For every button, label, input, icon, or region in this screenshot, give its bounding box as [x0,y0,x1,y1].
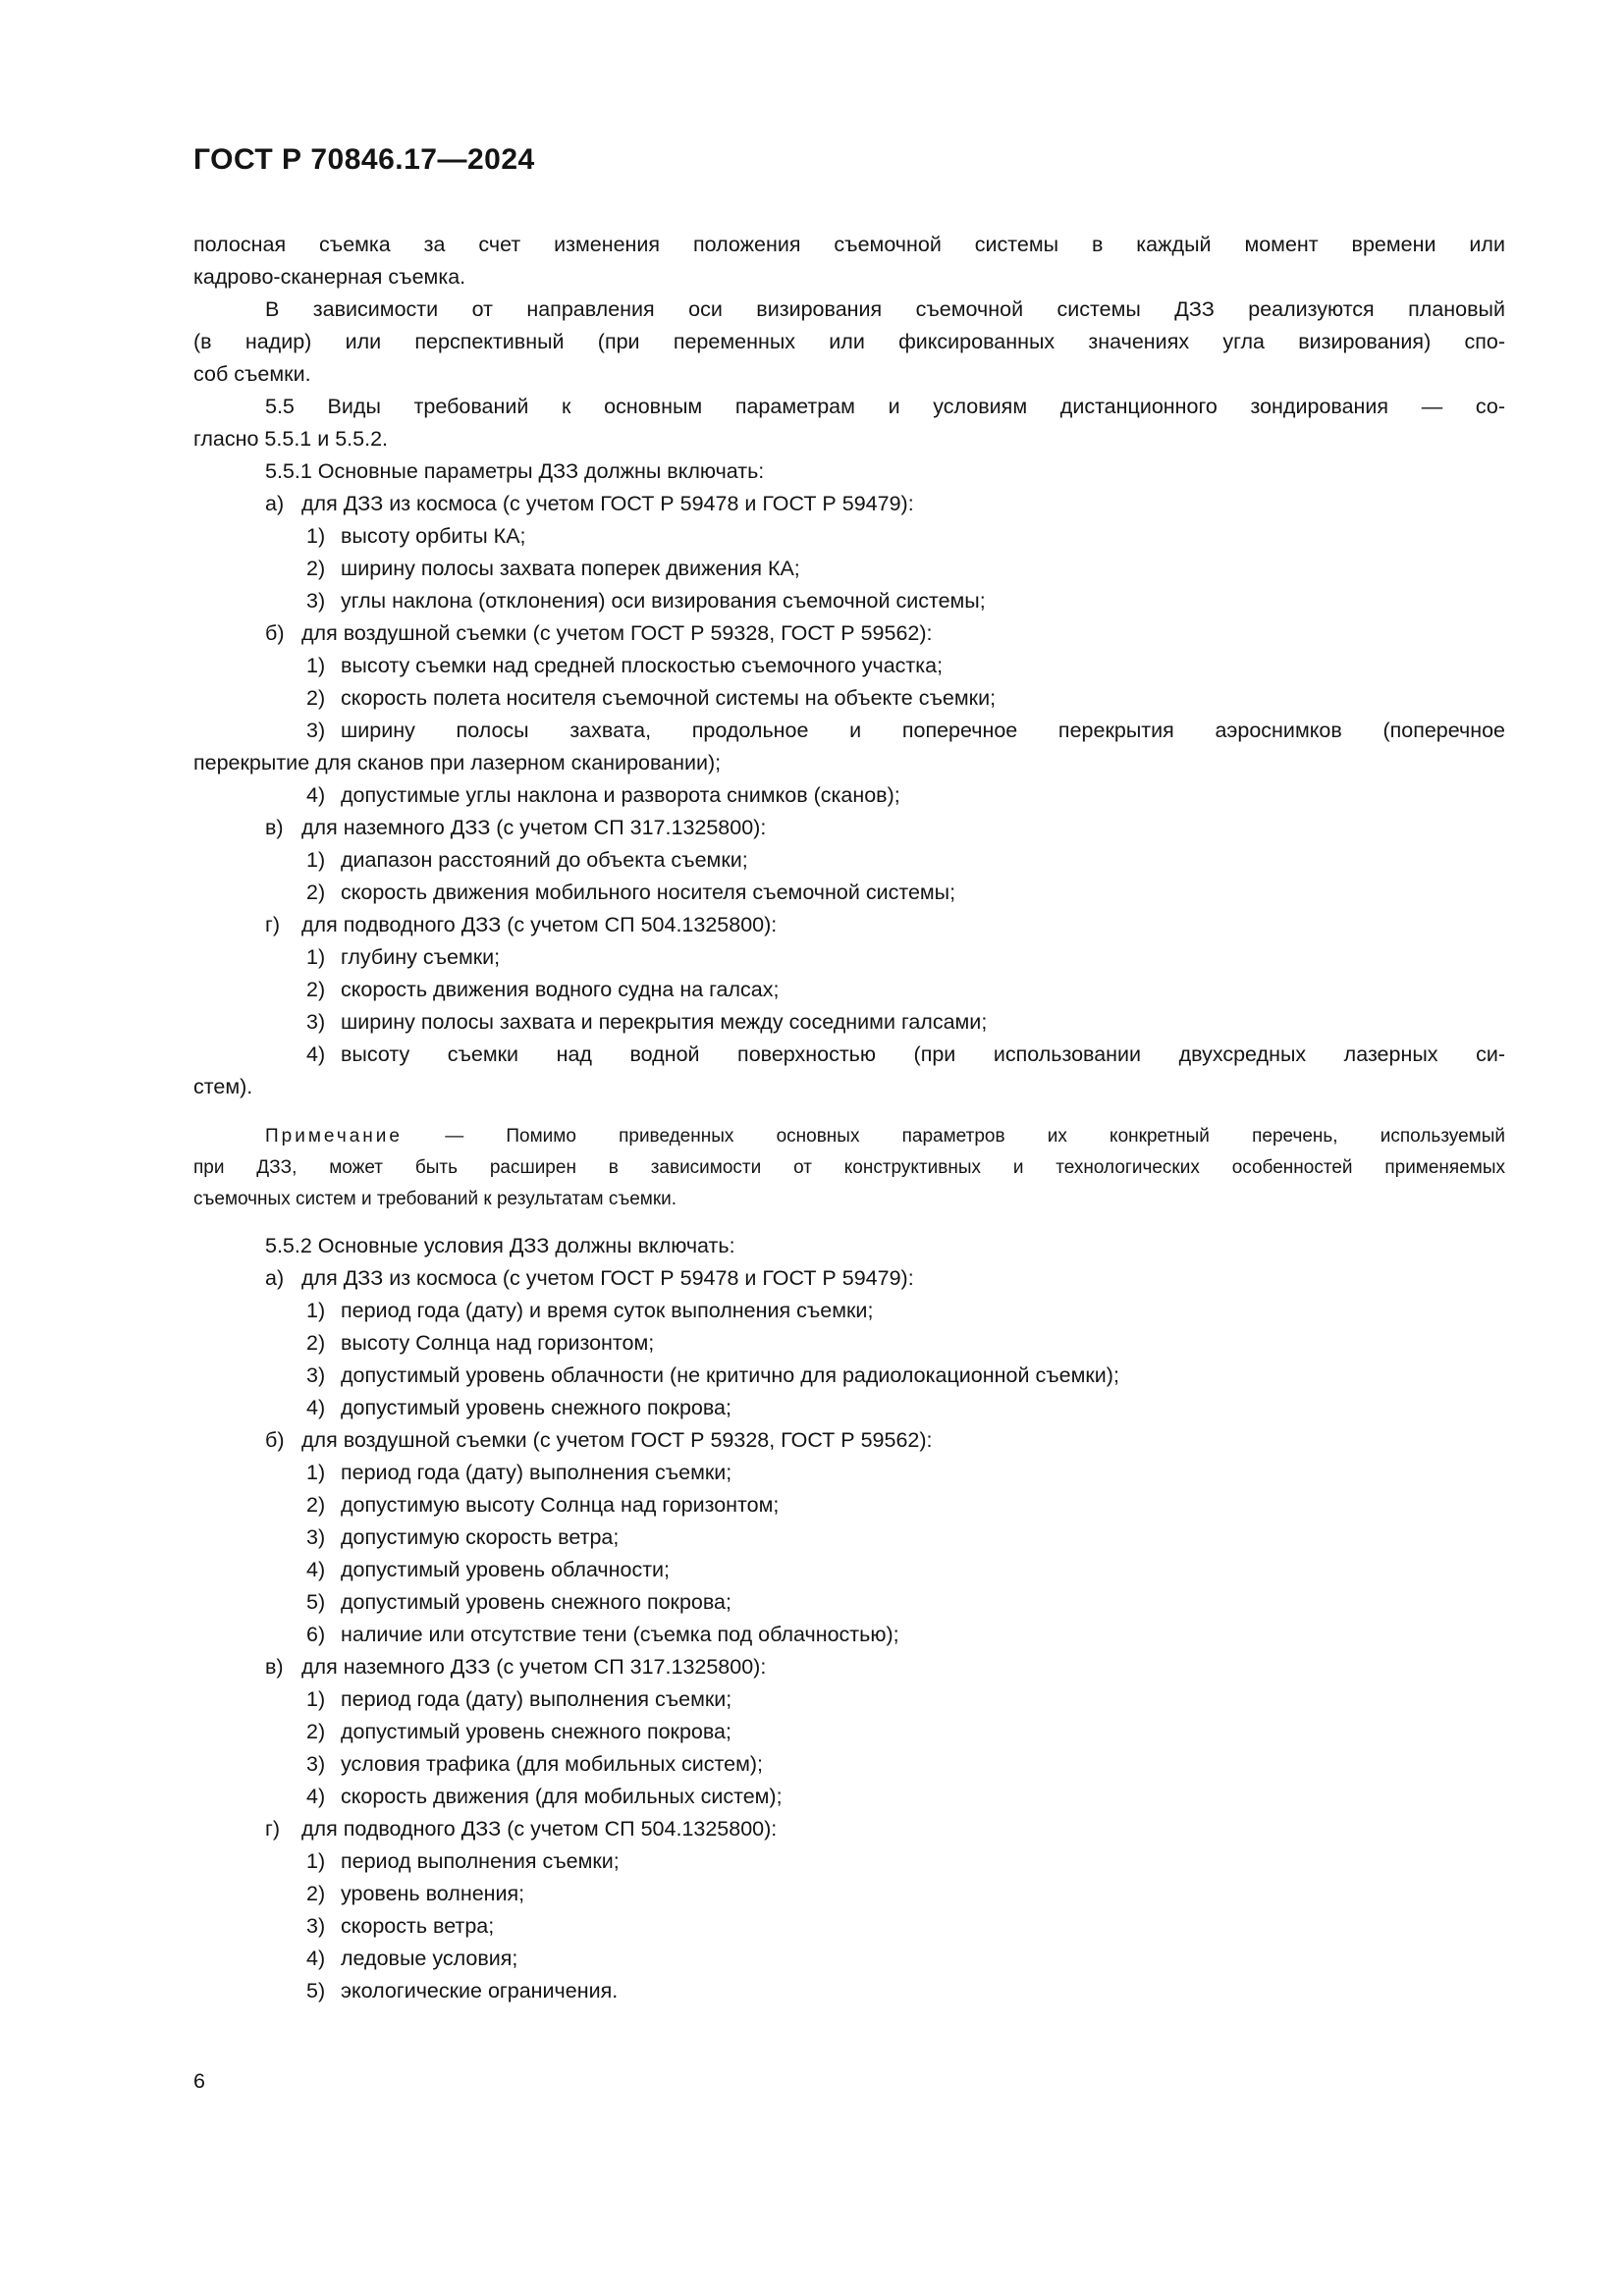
list-marker: 3) [306,1752,326,1776]
list-marker: 4) [306,1947,326,1970]
page-content [193,229,1505,2007]
list-item-text: период года (дату) и время суток выполнения съемки; [341,1299,874,1322]
list-item-text: период года (дату) выполнения съемки; [341,1687,732,1711]
list-marker: 1) [306,1687,326,1711]
text-line [193,909,1505,941]
list-item-text: для подводного ДЗЗ (с учетом СП 504.1325800): [301,913,778,936]
list-item-text: ширину полосы захвата, продольное и поперечное перекрытия аэроснимков (поперечное [341,719,1505,742]
list-marker: 5) [306,1979,326,2002]
text-line [193,682,1505,715]
list-marker: 3) [306,1363,326,1387]
text-line [193,585,1505,617]
list-marker: 1) [306,1461,326,1484]
text-line: полосная съемка за счет изменения положения съемочной системы в каждый момент времени или [193,233,1505,256]
text-line [193,1878,1505,1910]
list-marker: в) [265,816,284,839]
list-item-text: для ДЗЗ из космоса (с учетом ГОСТ Р 59478 и ГОСТ Р 59479): [301,492,914,515]
text-line [193,650,1505,682]
list-item-text: скорость полета носителя съемочной системы на объекте съемки; [341,686,997,710]
text-line: 5.5 Виды требований к основным параметрам и условиям дистанционного зондирования — со- [265,395,1505,418]
list-item-text: для наземного ДЗЗ (с учетом СП 317.1325800): [301,816,767,839]
list-item-text: диапазон расстояний до объекта съемки; [341,848,748,872]
text-line [193,1262,1505,1295]
text-line [193,553,1505,585]
list-marker: 2) [306,1882,326,1905]
text-line: В зависимости от направления оси визирования съемочной системы ДЗЗ реализуются плановый [265,297,1505,321]
list-marker: 2) [306,686,326,710]
list-marker: 3) [306,1010,326,1034]
list-marker: 1) [306,1849,326,1873]
list-marker: 4) [306,1558,326,1581]
text-line [193,1943,1505,1975]
list-item-text: допустимый уровень облачности (не критично для радиолокационной съемки); [341,1363,1119,1387]
text-line [193,488,1505,520]
text-line [193,1360,1505,1392]
text-line: кадрово-сканерная съемка. [193,265,466,289]
text-line [193,941,1505,974]
list-marker: 4) [306,1042,326,1066]
list-item-text: углы наклона (отклонения) оси визирования съемочной системы; [341,589,986,613]
list-item-text: ледовые условия; [341,1947,518,1970]
text-line [193,1457,1505,1489]
list-marker: 2) [306,881,326,904]
list-item-text: допустимый уровень облачности; [341,1558,671,1581]
note-label: Примечание [265,1126,403,1147]
list-marker: а) [265,1266,285,1290]
page-number: 6 [193,2069,205,2093]
text-line [193,877,1505,909]
list-marker: 1) [306,524,326,548]
text-line [193,1910,1505,1943]
list-item-text: допустимые углы наклона и разворота снимков (сканов); [341,783,900,807]
list-item-text: допустимую высоту Солнца над горизонтом; [341,1493,780,1517]
list-marker: 2) [306,978,326,1001]
list-marker: 3) [306,719,326,742]
list-item-text: наличие или отсутствие тени (съемка под облачностью); [341,1623,899,1646]
list-item-text: высоту Солнца над горизонтом; [341,1331,655,1355]
list-item-text: глубину съемки; [341,945,501,969]
list-item-text: экологические ограничения. [341,1979,619,2002]
list-item-text: для воздушной съемки (с учетом ГОСТ Р 59328, ГОСТ Р 59562): [301,621,933,645]
list-marker: 3) [306,589,326,613]
list-marker: 5) [306,1590,326,1614]
text-line [193,1683,1505,1716]
text-line [193,779,1505,812]
text-line: соб съемки. [193,362,311,386]
text-line [193,1006,1505,1039]
list-item-text: высоту съемки над средней плоскостью съемочного участка; [341,654,944,677]
text-line [193,1392,1505,1424]
list-item-text: ширину полосы захвата и перекрытия между соседними галсами; [341,1010,988,1034]
list-item-text: период года (дату) выполнения съемки; [341,1461,732,1484]
list-marker: 2) [306,1331,326,1355]
text-line: гласно 5.5.1 и 5.5.2. [193,427,388,451]
text-line [193,1489,1505,1522]
list-marker: 1) [306,654,326,677]
list-item-text: период выполнения съемки; [341,1849,620,1873]
list-item-text: скорость ветра; [341,1914,495,1938]
text-line [193,715,1505,747]
list-marker: а) [265,492,285,515]
text-line [193,844,1505,877]
text-line [193,1295,1505,1327]
text-line [193,1781,1505,1813]
list-marker: б) [265,621,285,645]
list-marker: 4) [306,1396,326,1419]
text-line: (в надир) или перспективный (при переменных или фиксированных значениях угла визирования) спо- [193,330,1505,353]
list-marker: г) [265,913,281,936]
list-item-text: скорость движения (для мобильных систем); [341,1785,783,1808]
text-line [193,1327,1505,1360]
list-item-text: уровень волнения; [341,1882,525,1905]
text-line [193,1716,1505,1748]
text-line [193,520,1505,553]
text-line [193,1619,1505,1651]
list-item-text: для наземного ДЗЗ (с учетом СП 317.1325800): [301,1655,767,1679]
list-marker: г) [265,1817,281,1841]
list-item-text: скорость движения мобильного носителя съемочной системы; [341,881,956,904]
note-line: при ДЗЗ, может быть расширен в зависимости от конструктивных и технологических особенностей применяемых [193,1157,1505,1178]
list-marker: б) [265,1428,285,1452]
list-marker: 6) [306,1623,326,1646]
text-line [193,812,1505,844]
text-line: перекрытие для сканов при лазерном сканировании); [193,751,722,774]
list-marker: 2) [306,557,326,580]
list-item-text: высоту орбиты КА; [341,524,526,548]
note-line: съемочных систем и требований к результатам съемки. [193,1189,677,1209]
list-marker: 1) [306,848,326,872]
list-item-text: для ДЗЗ из космоса (с учетом ГОСТ Р 59478 и ГОСТ Р 59479): [301,1266,914,1290]
list-marker: 3) [306,1525,326,1549]
text-line [193,617,1505,650]
list-item-text: допустимый уровень снежного покрова; [341,1720,731,1743]
list-item-text: допустимую скорость ветра; [341,1525,620,1549]
text-line [193,1813,1505,1845]
text-line [193,974,1505,1006]
text-line [193,1748,1505,1781]
text-line: 5.5.1 Основные параметры ДЗЗ должны включать: [265,459,765,483]
note-line [193,1121,1505,1152]
list-item-text: ширину полосы захвата поперек движения КА; [341,557,800,580]
list-item-text: условия трафика (для мобильных систем); [341,1752,764,1776]
list-marker: 4) [306,783,326,807]
text-line [193,1586,1505,1619]
list-marker: 3) [306,1914,326,1938]
list-marker: 2) [306,1720,326,1743]
text-line [193,1845,1505,1878]
list-marker: 1) [306,945,326,969]
list-item-text: скорость движения водного судна на галсах; [341,978,780,1001]
text-line [193,1975,1505,2007]
list-item-text: для воздушной съемки (с учетом ГОСТ Р 59328, ГОСТ Р 59562): [301,1428,933,1452]
list-marker: 4) [306,1785,326,1808]
text-line: 5.5.2 Основные условия ДЗЗ должны включать: [265,1234,735,1257]
standard-number: ГОСТ Р 70846.17—2024 [193,143,535,176]
text-line [193,1651,1505,1683]
list-item-text: допустимый уровень снежного покрова; [341,1396,731,1419]
text-line: стем). [193,1075,253,1098]
list-marker: 1) [306,1299,326,1322]
text-line [193,1522,1505,1554]
list-item-text: высоту съемки над водной поверхностью (при использовании двухсредных лазерных си- [341,1042,1505,1066]
list-marker: в) [265,1655,284,1679]
text-line [193,1039,1505,1071]
note-text: — Помимо приведенных основных параметров их конкретный перечень, используемый [445,1126,1505,1147]
list-item-text: для подводного ДЗЗ (с учетом СП 504.1325800): [301,1817,778,1841]
text-line [193,1554,1505,1586]
list-item-text: допустимый уровень снежного покрова; [341,1590,731,1614]
text-line [193,1424,1505,1457]
list-marker: 2) [306,1493,326,1517]
